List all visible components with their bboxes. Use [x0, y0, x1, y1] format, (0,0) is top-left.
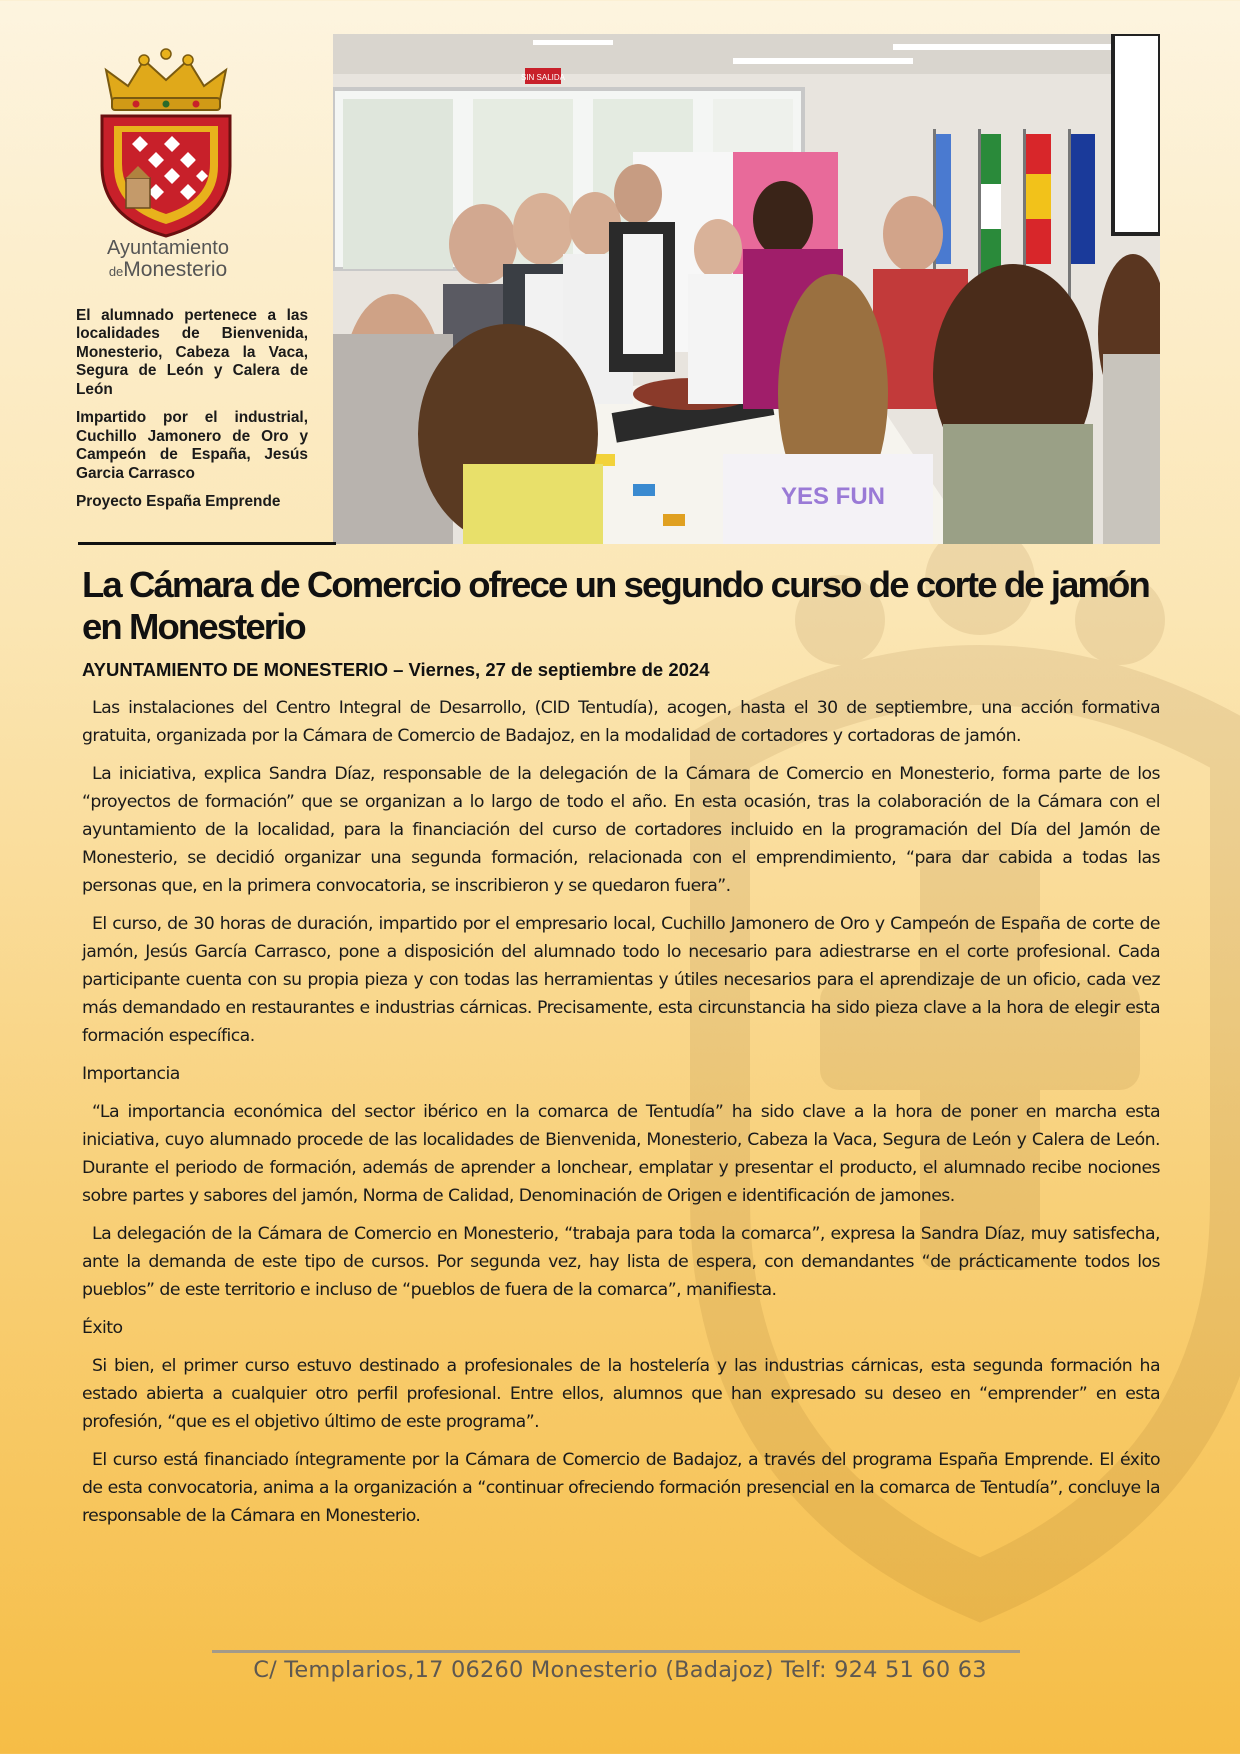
article-byline: AYUNTAMIENTO DE MONESTERIO – Viernes, 27 de septiembre de 2024	[82, 659, 710, 680]
shield-icon	[102, 116, 230, 236]
article-paragraph-5: La delegación de la Cámara de Comercio en Monesterio, “trabaja para toda la comarca”, expresa la Sandra Díaz, muy satisfecha, ante la demanda de este tipo de cursos. Por segunda vez, hay lista de espera, con demandantes “de prácticamente todos los pueblos” de este territorio e incluso de “pueblos de fuera de la comarca”, manifiesta.	[82, 1224, 1160, 1300]
article-paragraph-3: El curso, de 30 horas de duración, impartido por el empresario local, Cuchillo Jamonero de Oro y Campeón de España de corte de jamón, Jesús García Carrasco, pone a disposición del alumnado todo lo necesario para adiestrarse en el corte profesional. Cada participante cuenta con su propia pieza y con todas las herramientas y útiles necesarios para el aprendizaje de un oficio, cada vez más demandado en restaurantes e industrias cárnicas. Precisamente, esta circunstancia ha sido pieza clave a la hora de elegir esta formación específica.	[82, 914, 1160, 1046]
course-photo	[333, 34, 1160, 544]
footer-address: C/ Templarios,17 06260 Monesterio (Badajoz) Telf: 924 51 60 63	[253, 1657, 987, 1683]
article-paragraph-4: “La importancia económica del sector ibérico en la comarca de Tentudía” ha sido clave a la hora de poner en marcha esta iniciativa, cuyo alumnado procede de las localidades de Bienvenida, Monesterio, Cabeza la Vaca, Segura de León y Calera de León. Durante el periodo de formación, además de aprender a lonchear, emplatar y presentar el producto, el alumnado recibe nociones sobre partes y sabores del jamón, Norma de Calidad, Denominación de Origen e identificación de jamones.	[82, 1102, 1160, 1206]
sidebar-divider	[78, 542, 336, 545]
exit-sign-text: SIN SALIDA	[520, 73, 566, 82]
ayuntamiento-coat-of-arms-logo	[92, 48, 240, 238]
subheading-importancia: Importancia	[82, 1064, 180, 1084]
sidebar-highlights	[76, 307, 308, 522]
sidebar-highlight-students: El alumnado pertenece a las localidades de Bienvenida, Monesterio, Cabeza la Vaca, Segura de León y Calera de León	[76, 307, 308, 398]
article-paragraph-7: El curso está financiado íntegramente por la Cámara de Comercio de Badajoz, a través del programa España Emprende. El éxito de esta convocatoria, anima a la organización a “continuar ofreciendo formación presencial en la comarca de Tentudía”, concluye la responsable de la Cámara en Monesterio.	[82, 1450, 1160, 1526]
logo-line-2	[78, 259, 258, 281]
sidebar-highlight-instructor: Impartido por el industrial, Cuchillo Jamonero de Oro y Campeón de España, Jesús Garcia Carrasco	[76, 409, 308, 482]
article-paragraph-2: La iniciativa, explica Sandra Díaz, responsable de la delegación de la Cámara de Comercio en Monesterio, forma parte de los “proyectos de formación” que se organizan a lo largo de todo el año. En esta ocasión, tras la colaboración de la Cámara con el ayuntamiento de la localidad, para la financiación del curso de cortadores incluido en la programación del Día del Jamón de Monesterio, se decidió organizar una segunda formación, relacionada con el emprendimiento, “para dar cabida a todas las personas que, en la primera convocatoria, se inscribieron y se quedaron fuera”.	[82, 764, 1160, 896]
article-headline: La Cámara de Comercio ofrece un segundo curso de corte de jamón en Monesterio	[82, 564, 1149, 648]
ayuntamiento-logo-text	[78, 238, 258, 281]
shirt-text: YES FUN	[780, 483, 886, 510]
crown-icon	[106, 49, 226, 110]
footer-divider	[212, 1650, 1020, 1653]
sidebar-highlight-project: Proyecto España Emprende	[76, 493, 281, 511]
article-paragraph-1: Las instalaciones del Centro Integral de Desarrollo, (CID Tentudía), acogen, hasta el 30 de septiembre, una acción formativa gratuita, organizada por la Cámara de Comercio de Badajoz, en la modalidad de cortadores y cortadoras de jamón.	[82, 698, 1160, 746]
article-body	[82, 694, 1160, 1540]
logo-town-name: Monesterio	[123, 258, 228, 281]
subheading-exito: Éxito	[82, 1318, 123, 1338]
article-paragraph-6: Si bien, el primer curso estuvo destinado a profesionales de la hostelería y las industrias cárnicas, esta segunda formación ha estado abierta a cualquier otro perfil profesional. Entre ellos, alumnos que han expresado su deseo en “emprender” en esta profesión, “que es el objetivo último de este programa”.	[82, 1356, 1160, 1432]
logo-line-1: Ayuntamiento	[107, 237, 229, 259]
logo-line-2-small: de	[108, 264, 124, 279]
